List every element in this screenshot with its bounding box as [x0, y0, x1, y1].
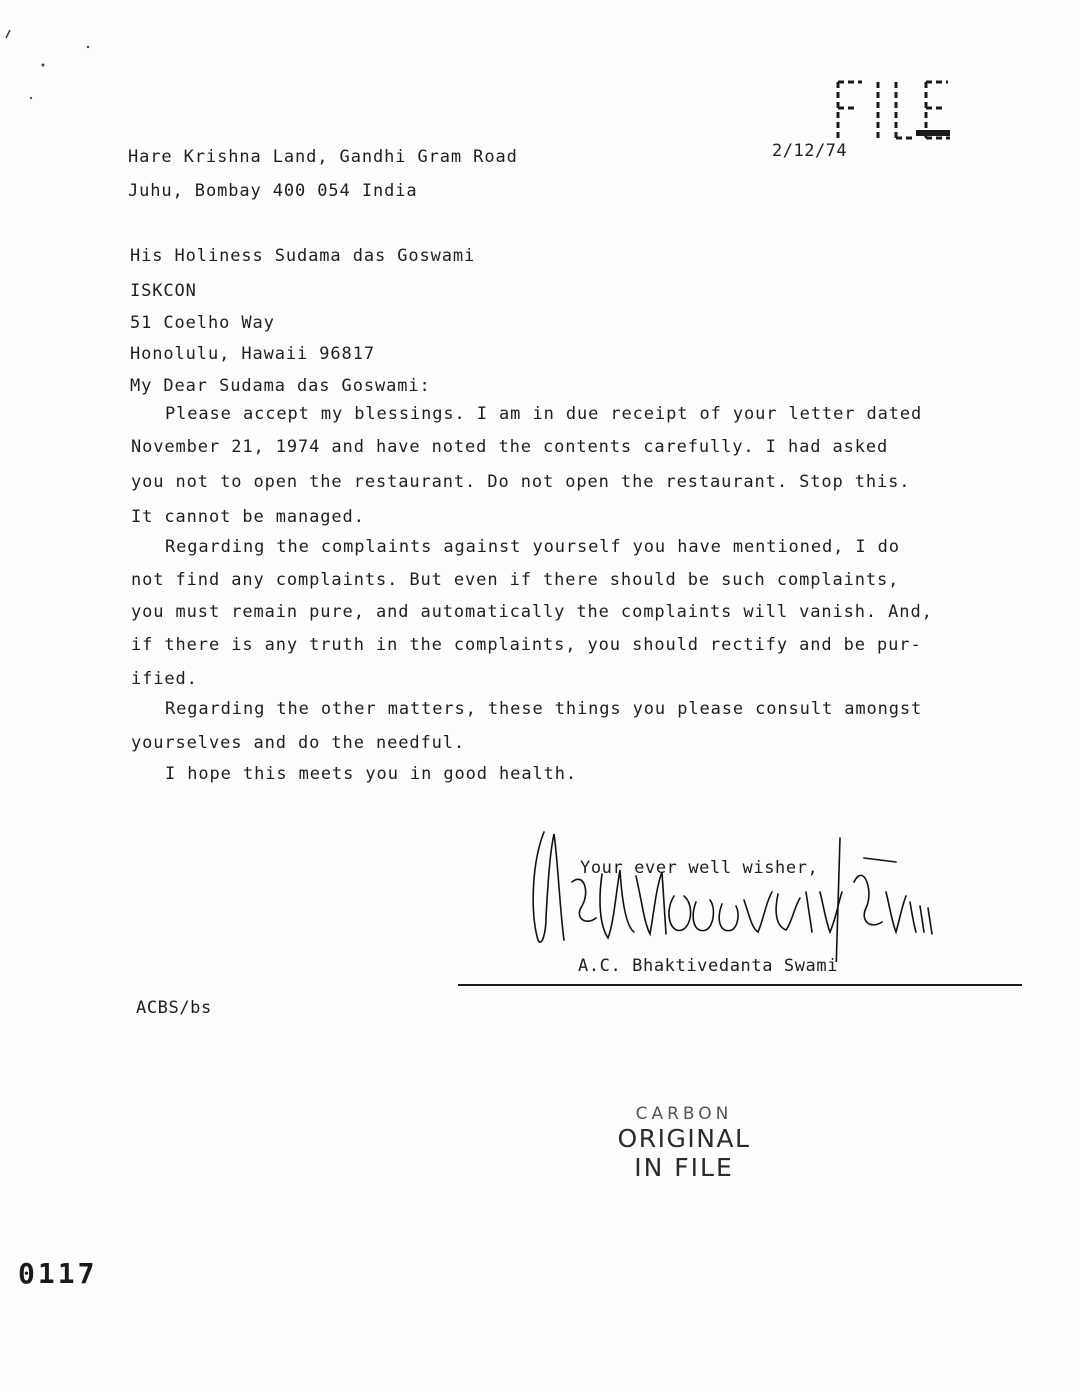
carbon-stamp-line-3: IN FILE — [634, 1153, 734, 1182]
body-line: Regarding the other matters, these things you please consult amongst — [165, 699, 923, 719]
sender-line-1: Hare Krishna Land, Gandhi Gram Road — [128, 147, 518, 167]
salutation: My Dear Sudama das Goswami: — [130, 376, 431, 396]
recipient-line-4: Honolulu, Hawaii 96817 — [130, 344, 375, 364]
file-stamp — [828, 72, 954, 150]
body-line: you not to open the restaurant. Do not open the restaurant. Stop this. — [131, 472, 911, 492]
body-line: Regarding the complaints against yourself you have mentioned, I do — [165, 537, 900, 557]
recipient-line-2: ISKCON — [130, 281, 197, 301]
body-line: Please accept my blessings. I am in due receipt of your letter dated — [165, 404, 923, 424]
body-line: ified. — [131, 669, 198, 689]
carbon-stamp-line-1: CARBON — [635, 1104, 733, 1124]
recipient-line-1: His Holiness Sudama das Goswami — [130, 246, 476, 266]
reference-initials: ACBS/bs — [136, 998, 212, 1018]
body-line: It cannot be managed. — [131, 507, 365, 527]
body-line: if there is any truth in the complaints, you should rectify and be pur- — [131, 635, 922, 655]
signatory-name: A.C. Bhaktivedanta Swami — [578, 956, 839, 976]
closing: Your ever well wisher, — [580, 858, 819, 878]
body-line: you must remain pure, and automatically the complaints will vanish. And, — [131, 602, 933, 622]
body-line: November 21, 1974 and have noted the contents carefully. I had asked — [131, 437, 889, 457]
recipient-line-3: 51 Coelho Way — [130, 313, 275, 333]
sender-line-2: Juhu, Bombay 400 054 India — [128, 181, 418, 201]
letter-date: 2/12/74 — [772, 141, 848, 161]
body-line: I hope this meets you in good health. — [165, 764, 577, 784]
handwritten-signature — [524, 822, 954, 962]
archive-page-number: 0117 — [18, 1257, 98, 1290]
signature-rule — [458, 984, 1022, 986]
carbon-original-stamp — [604, 1104, 764, 1182]
paper-specks — [0, 0, 120, 120]
body-line: not find any complaints. But even if there should be such complaints, — [131, 570, 900, 590]
body-line: yourselves and do the needful. — [131, 733, 466, 753]
carbon-stamp-line-2: ORIGINAL — [617, 1124, 751, 1153]
